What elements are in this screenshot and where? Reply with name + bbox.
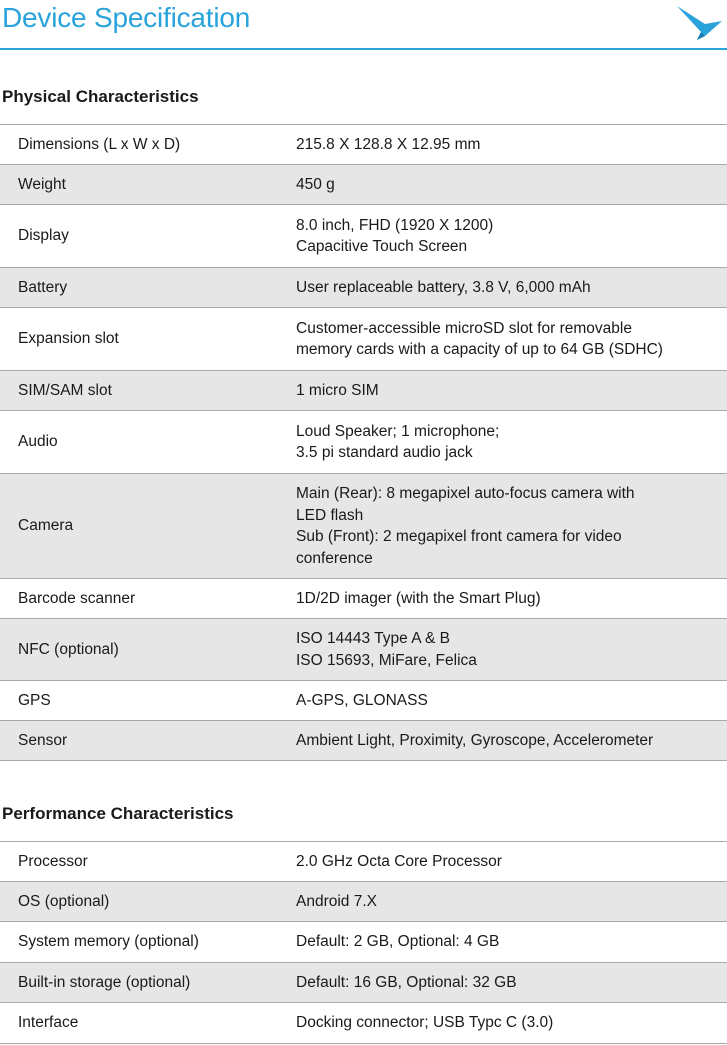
spec-value [296,318,727,361]
spec-value [296,277,727,299]
spec-row [0,882,727,922]
spec-row [0,474,727,579]
spec-value-line: 3.5 pi standard audio jack [296,444,473,461]
spec-row [0,1003,727,1044]
spec-value-line: 1 micro SIM [296,381,379,399]
spec-value [296,690,727,712]
spec-row [0,721,727,761]
spec-value-line: 1D/2D imager (with the Smart Plug) [296,589,541,607]
spec-label: GPS [18,691,51,709]
spec-label: Expansion slot [18,330,119,348]
spec-label: System memory (optional) [18,933,199,951]
spec-label: Audio [18,433,58,451]
spec-row [0,681,727,721]
spec-label: Interface [18,1014,79,1032]
spec-value-line: Docking connector; USB Typc C (3.0) [296,1014,554,1032]
section-title-performance: Performance Characteristics [2,804,234,823]
spec-label: Barcode scanner [18,589,136,607]
section-title-physical: Physical Characteristics [2,87,199,106]
spec-row [0,268,727,308]
spec-value [296,1012,727,1034]
spec-value [296,851,727,873]
spec-row [0,842,727,882]
spec-label: Built-in storage (optional) [18,973,191,991]
spec-row [0,125,727,165]
spec-value [296,421,727,464]
spec-row [0,205,727,268]
spec-value [296,380,727,402]
spec-value [296,891,727,913]
spec-label: Camera [18,517,74,535]
spec-label: SIM/SAM slot [18,381,112,399]
spec-label: Processor [18,852,88,870]
spec-value [296,134,727,156]
bird-logo-icon [675,2,723,42]
spec-row [0,308,727,371]
spec-value [296,931,727,953]
spec-value [296,972,727,994]
spec-label: Dimensions (L x W x D) [18,135,181,153]
spec-value-line: Sub (Front): 2 megapixel front camera for video [296,528,622,545]
spec-value [296,628,727,671]
spec-value-line: 450 g [296,175,335,193]
spec-value-line: Default: 2 GB, Optional: 4 GB [296,933,500,951]
spec-value [296,588,727,610]
spec-label: Weight [18,175,66,193]
spec-value-line: conference [296,549,373,567]
spec-value-line: 2.0 GHz Octa Core Processor [296,852,502,870]
spec-value [296,730,727,752]
spec-value-line: Main (Rear): 8 megapixel auto-focus camera with [296,485,635,502]
spec-value-line: Loud Speaker; 1 microphone; [296,422,500,440]
spec-value-line: A-GPS, GLONASS [296,691,428,709]
spec-label: OS (optional) [18,892,110,910]
spec-row [0,165,727,205]
spec-value [296,174,727,196]
spec-label: NFC (optional) [18,640,119,658]
spec-value-line: Capacitive Touch Screen [296,238,468,255]
spec-row [0,922,727,963]
spec-value-line: LED flash [296,506,364,524]
spec-value-line: Customer-accessible microSD slot for removable [296,319,632,337]
spec-row [0,411,727,474]
spec-value-line: memory cards with a capacity of up to 64 GB (SDHC) [296,341,663,358]
performance-spec-table [0,841,727,1044]
page-title: Device Specification [2,2,251,33]
page-header [0,0,727,50]
spec-value-line: Android 7.X [296,892,377,910]
physical-spec-table [0,124,727,761]
spec-value-line: 215.8 X 128.8 X 12.95 mm [296,135,481,153]
spec-value [296,483,727,569]
spec-value-line: Ambient Light, Proximity, Gyroscope, Accelerometer [296,731,654,749]
spec-label: Sensor [18,731,68,749]
spec-value-line: User replaceable battery, 3.8 V, 6,000 mAh [296,278,591,296]
spec-value [296,215,727,258]
spec-value-line: ISO 14443 Type A & B [296,630,450,647]
spec-label: Battery [18,278,68,296]
spec-label: Display [18,227,69,245]
spec-row [0,963,727,1003]
spec-row [0,371,727,411]
spec-row [0,579,727,619]
spec-value-line: ISO 15693, MiFare, Felica [296,651,477,669]
spec-value-line: 8.0 inch, FHD (1920 X 1200) [296,216,494,234]
spec-row [0,619,727,681]
spec-value-line: Default: 16 GB, Optional: 32 GB [296,973,517,991]
